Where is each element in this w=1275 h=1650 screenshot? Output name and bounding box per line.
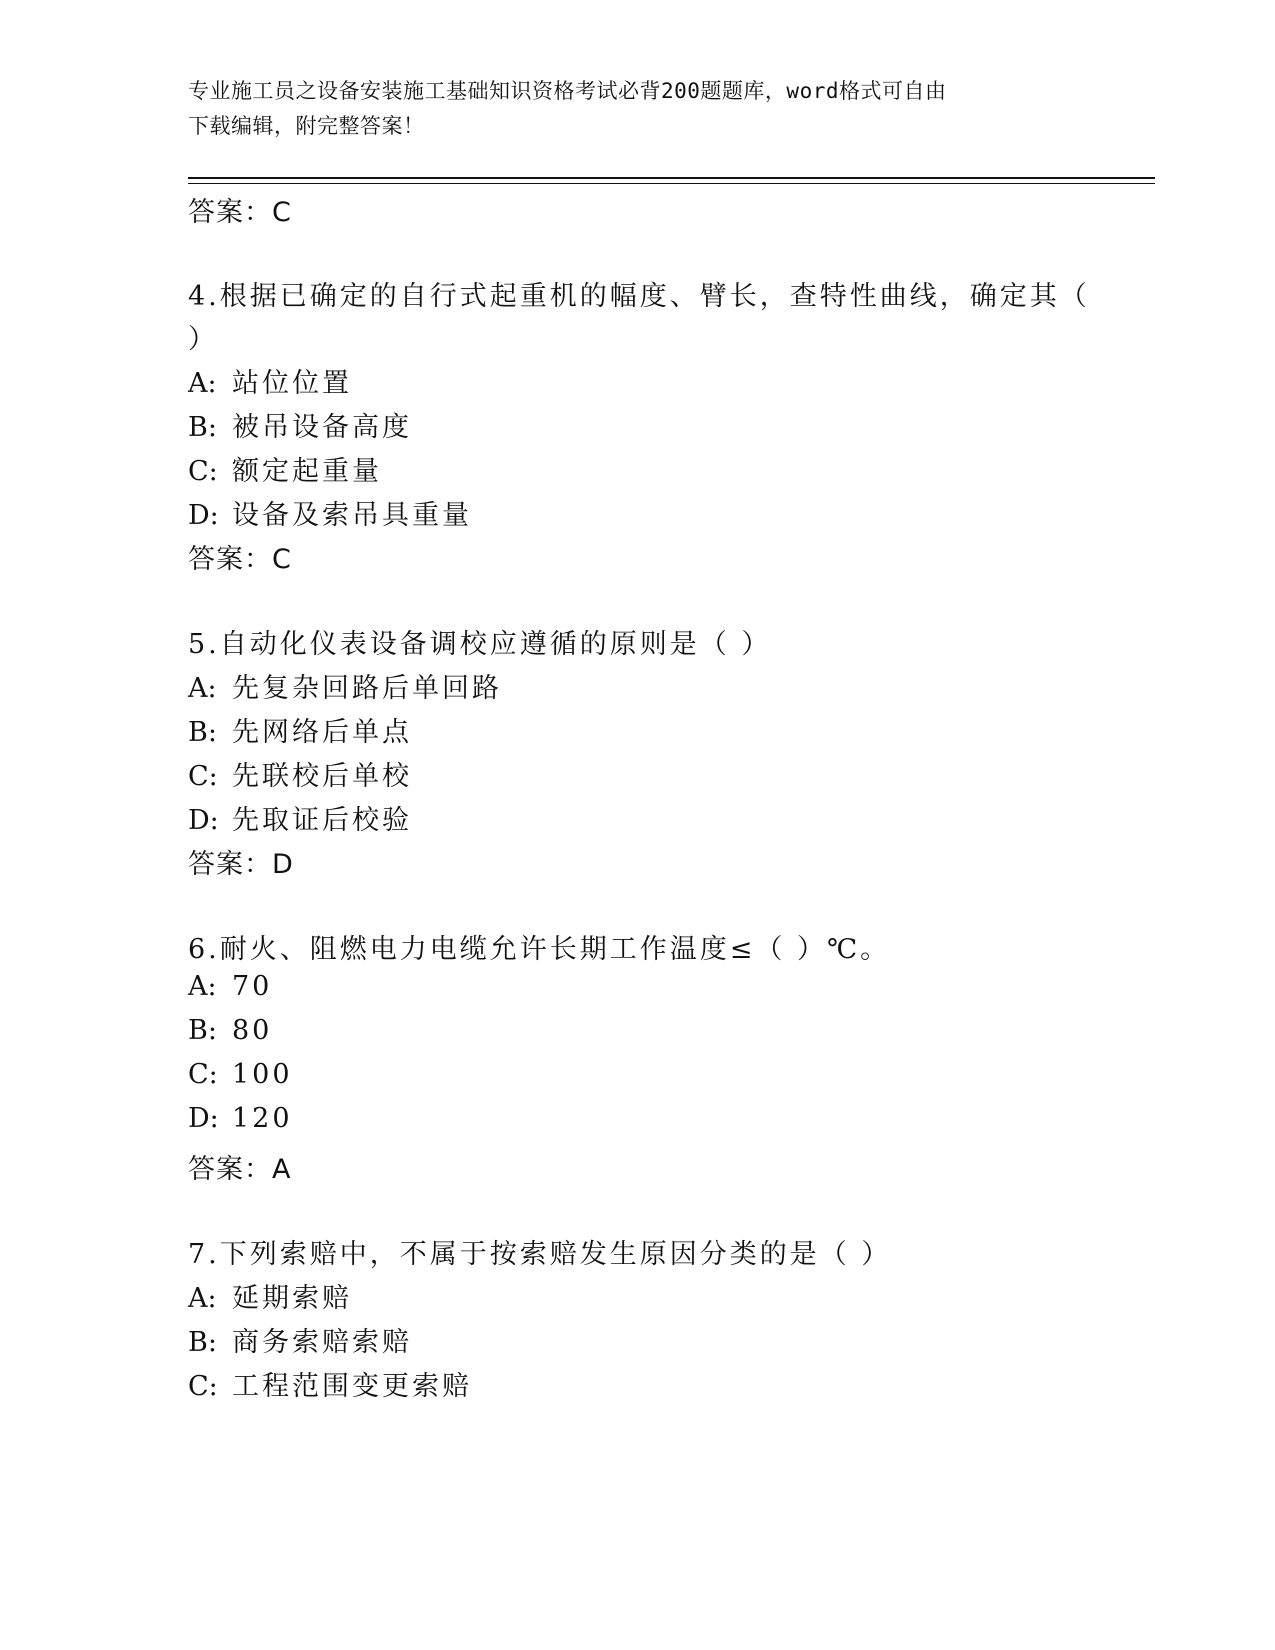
option-a [188, 666, 502, 705]
option-text: 120 [232, 1103, 293, 1134]
option-c [188, 1364, 472, 1403]
option-text: 70 [232, 971, 273, 1002]
option-letter: B: [188, 717, 217, 748]
document-header [188, 74, 1088, 144]
option-letter: C: [188, 1371, 218, 1402]
option-letter: A: [188, 673, 217, 704]
option-d [188, 493, 472, 532]
option-text: 设备及索吊具重量 [232, 500, 472, 531]
option-text: 先复杂回路后单回路 [232, 673, 502, 704]
option-text: 延期索赔 [232, 1283, 352, 1314]
header-divider-thin [188, 183, 1155, 184]
option-letter: B: [188, 1015, 217, 1046]
option-text: 先网络后单点 [232, 717, 412, 748]
option-text: 先联校后单校 [232, 761, 412, 792]
option-b [188, 405, 412, 444]
option-letter: C: [188, 1059, 218, 1090]
option-a [188, 361, 352, 400]
option-letter: C: [188, 456, 218, 487]
option-letter: D: [188, 1103, 219, 1134]
option-letter: A: [188, 1283, 217, 1314]
option-text: 站位位置 [232, 368, 352, 399]
previous-answer: 答案：C [188, 197, 292, 228]
option-letter: D: [188, 500, 219, 531]
question-stem: 5.自动化仪表设备调校应遵循的原则是（ ） [188, 629, 772, 660]
option-text: 被吊设备高度 [232, 412, 412, 443]
option-text: 先取证后校验 [232, 805, 412, 836]
option-letter: D: [188, 805, 219, 836]
option-text: 100 [232, 1059, 293, 1090]
answer-line: 答案：A [188, 1154, 292, 1185]
option-a [188, 1276, 352, 1315]
option-letter: B: [188, 1327, 217, 1358]
option-text: 80 [232, 1015, 273, 1046]
header-line-1: 专业施工员之设备安装施工基础知识资格考试必背200题题库，word格式可自由 [188, 79, 947, 103]
option-text: 额定起重量 [232, 456, 382, 487]
answer-line: 答案：D [188, 849, 294, 880]
option-text: 工程范围变更索赔 [232, 1371, 472, 1402]
option-d [188, 798, 412, 837]
option-letter: A: [188, 971, 217, 1002]
option-c [188, 1059, 293, 1090]
option-c [188, 449, 382, 488]
option-text: 商务索赔索赔 [232, 1327, 412, 1358]
option-letter: B: [188, 412, 217, 443]
option-d [188, 1103, 293, 1134]
option-b [188, 1320, 412, 1359]
question-stem: 7.下列索赔中，不属于按索赔发生原因分类的是（ ） [188, 1239, 892, 1270]
option-b [188, 1015, 272, 1046]
option-letter: A: [188, 368, 217, 399]
question-stem: 6.耐火、阻燃电力电缆允许长期工作温度≤（ ）℃。 [188, 934, 891, 965]
option-letter: C: [188, 761, 218, 792]
answer-line: 答案：C [188, 544, 292, 575]
option-b [188, 710, 412, 749]
question-stem: 4.根据已确定的自行式起重机的幅度、臂长，查特性曲线，确定其（ [188, 281, 1090, 312]
question-stem-continued: ） [188, 324, 218, 355]
header-divider-thick [188, 177, 1155, 179]
header-line-2: 下载编辑，附完整答案！ [188, 114, 425, 138]
option-a [188, 971, 272, 1002]
option-c [188, 754, 412, 793]
